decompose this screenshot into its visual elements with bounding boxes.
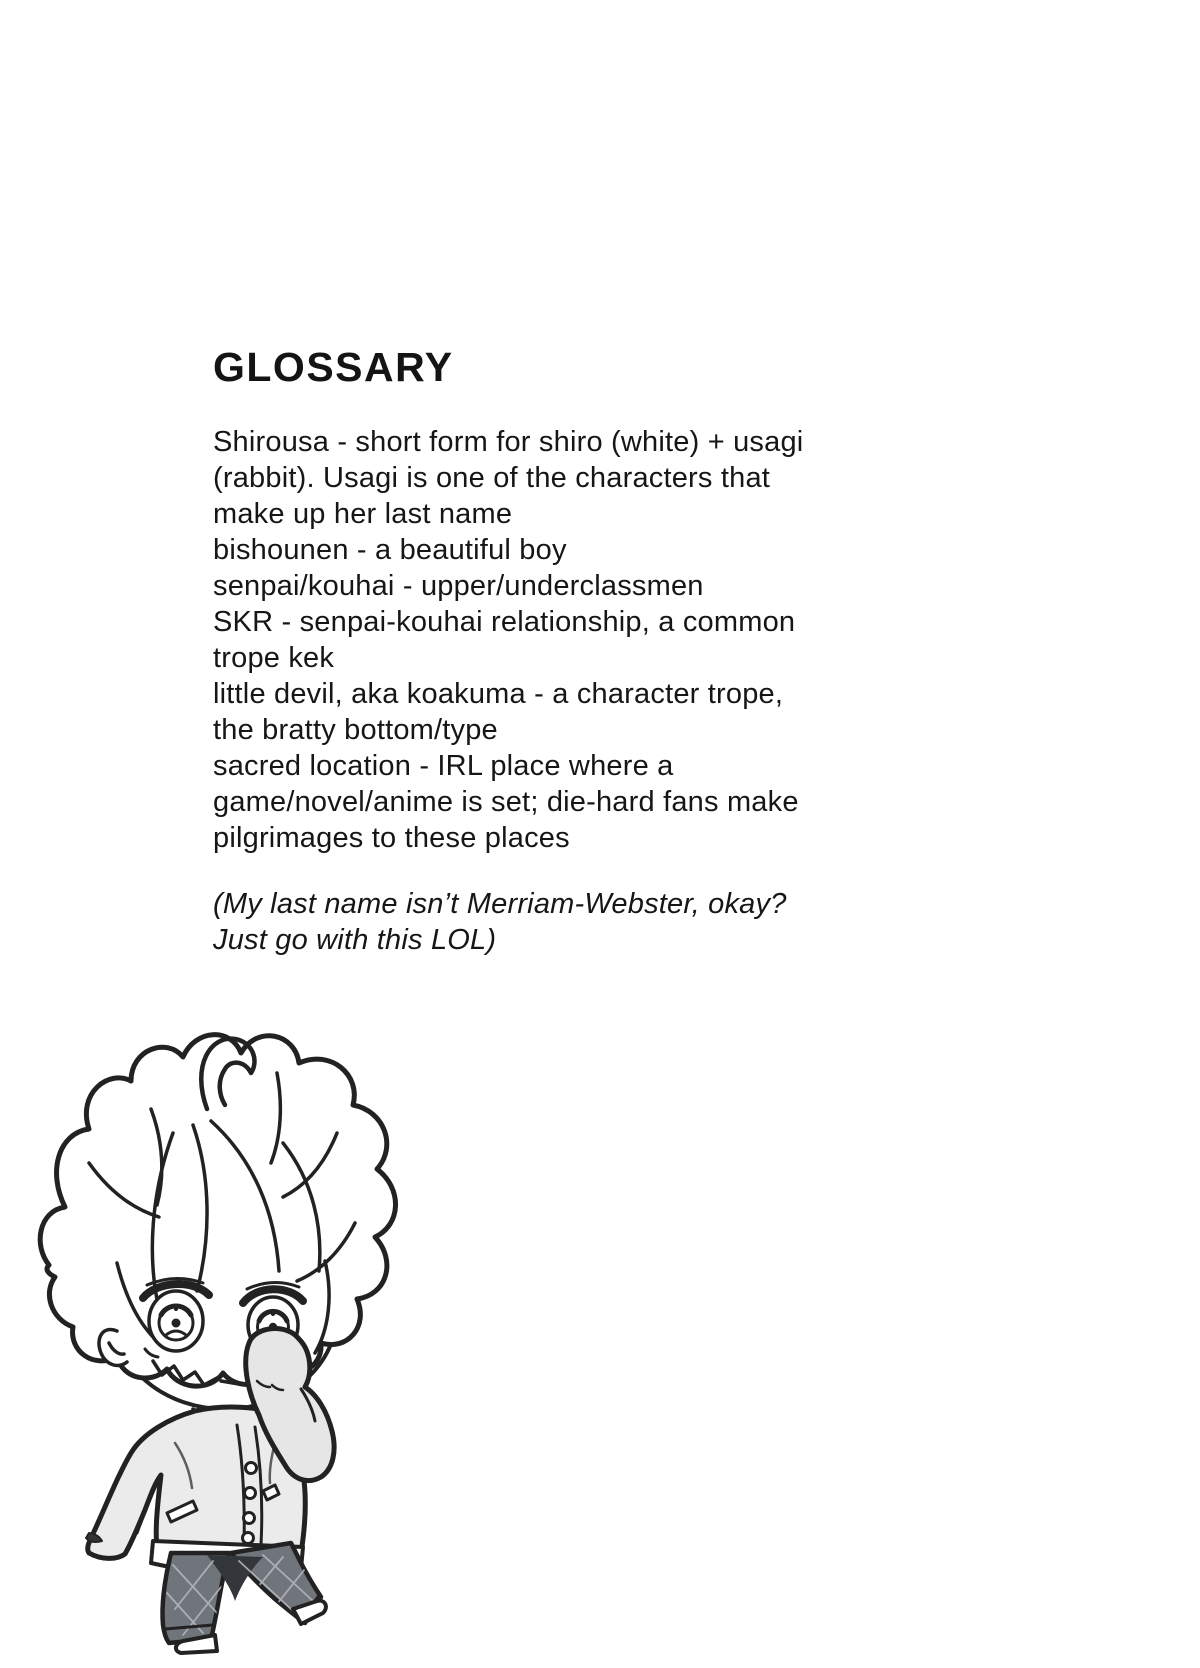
glossary-line: bishounen - a beautiful boy <box>213 534 567 566</box>
glossary-line: game/novel/anime is set; die-hard fans make <box>213 786 799 818</box>
glossary-line: pilgrimages to these places <box>213 822 570 854</box>
note-line: Just go with this LOL) <box>213 924 497 956</box>
glossary-line: (rabbit). Usagi is one of the characters that <box>213 462 771 494</box>
glossary-text-block <box>213 424 973 856</box>
translator-note <box>213 886 973 958</box>
glossary-line: trope kek <box>213 642 335 674</box>
glossary-line: senpai/kouhai - upper/underclassmen <box>213 570 704 602</box>
glossary-line: little devil, aka koakuma - a character trope, <box>213 678 784 710</box>
note-line: (My last name isn’t Merriam-Webster, okay? <box>213 888 787 920</box>
page-title: GLOSSARY <box>213 344 454 390</box>
chibi-pants <box>162 1543 321 1643</box>
chibi-boy-illustration <box>25 1013 405 1665</box>
glossary-line: sacred location - IRL place where a <box>213 750 674 782</box>
glossary-line: SKR - senpai-kouhai relationship, a common <box>213 606 796 638</box>
glossary-line: make up her last name <box>213 498 513 530</box>
glossary-line: the bratty bottom/type <box>213 714 498 746</box>
glossary-line: Shirousa - short form for shiro (white) + usagi <box>213 426 804 458</box>
